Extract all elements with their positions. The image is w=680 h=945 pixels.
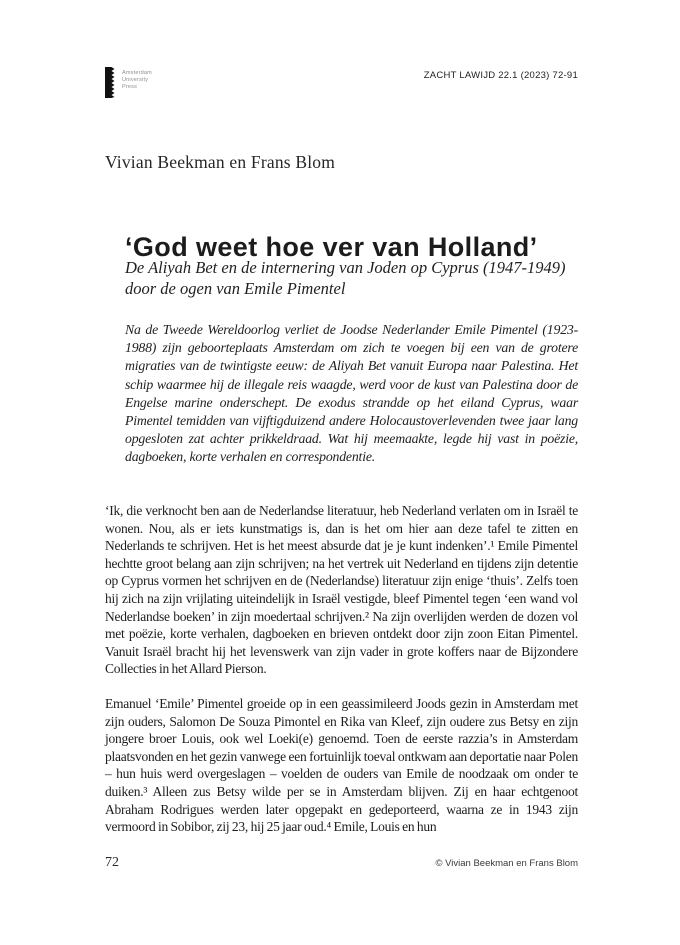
publisher-name-line1: Amsterdam [122, 70, 152, 76]
article-subtitle [125, 257, 585, 299]
publisher-name-line3: Press [122, 84, 138, 90]
article-subtitle-line1: De Aliyah Bet en de internering van Joden op Cyprus (1947-1949) [125, 258, 566, 277]
article-authors: Vivian Beekman en Frans Blom [105, 152, 336, 172]
article-subtitle-line2: door de ogen van Emile Pimentel [125, 279, 346, 298]
publisher-logo [105, 67, 152, 98]
copyright-notice: © Vivian Beekman en Frans Blom [435, 858, 578, 869]
publisher-name [122, 70, 152, 91]
publisher-name-line2: University [122, 77, 149, 83]
article-title: ‘God weet hoe ver van Holland’ [125, 232, 538, 263]
article-body [105, 502, 578, 853]
body-paragraph-2: Emanuel ‘Emile’ Pimentel groeide op in een geassimileerd Joods gezin in Amsterdam met zijn ouders, Salomon De Souza Pimontel en Rika van Kleef, zijn oudere zus Betsy en zijn jongere broer Louis, ook wel Loeki(e) genoemd. Toen de eerste razzia’s in Amsterdam plaatsvonden en het gezin vanwege een fortuinlijk toeval ontkwam aan deportatie naar Polen – hun huis werd overgeslagen – voelden de ouders van Emile de noodzaak om onder te duiken.³ Alleen zus Betsy wilde per se in Amsterdam blijven. Zij en haar echtgenoot Abraham Rodrigues werden later opgepakt en gedeporteerd, waarna ze in 1943 zijn vermoord in Sobibor, zij 23, hij 25 jaar oud.⁴ Emile, Louis en hun [105, 695, 578, 835]
publisher-logo-icon [105, 67, 115, 98]
article-abstract: Na de Tweede Wereldoorlog verliet de Joodse Nederlander Emile Pimentel (1923-1988) zijn geboorteplaats Amsterdam om zich te voegen bij een van de grotere migraties van de twintigste eeuw: de Aliyah Bet vanuit Europa naar Palestina. Het schip waarmee hij de illegale reis waagde, werd voor de kust van Palestina door de Engelse marine onderschept. De exodus strandde op het eiland Cyprus, waar Pimentel temidden van vijftigduizend andere Holocaustoverlevenden twee jaar lang opgesloten zat achter prikkeldraad. Wat hij meemaakte, legde hij vast in poëzie, dagboeken, korte verhalen en correspondentie. [125, 322, 578, 465]
page-number: 72 [105, 855, 119, 870]
journal-reference: ZACHT LAWIJD 22.1 (2023) 72-91 [423, 70, 578, 81]
body-paragraph-1: ‘Ik, die verknocht ben aan de Nederlandse literatuur, heb Nederland verlaten om in Israël te wonen. Nou, als er iets kunstmatigs is, dan is het om hier aan deze tafel te zitten en Nederlands te schrijven. Het is het meest absurde dat je je kunt indenken’.¹ Emile Pimentel hechtte groot belang aan zijn schrijven; na het vertrek uit Nederland en tijdens zijn detentie op Cyprus vormen het schrijven en de (Nederlandse) literatuur zijn enige ‘thuis’. Zelfs toen hij zich na zijn vrijlating uiteindelijk in Israël vestigde, bleef Pimentel tegen ‘een wand vol Nederlandse boeken’ in zijn moedertaal schrijven.² Na zijn overlijden werden de dozen vol met poëzie, korte verhalen, dagboeken en brieven ontdekt door zijn zoon Eitan Pimentel. Vanuit Israël bracht hij het levenswerk van zijn vader in grote koffers naar de Bijzondere Collecties in het Allard Pierson. [105, 503, 578, 677]
